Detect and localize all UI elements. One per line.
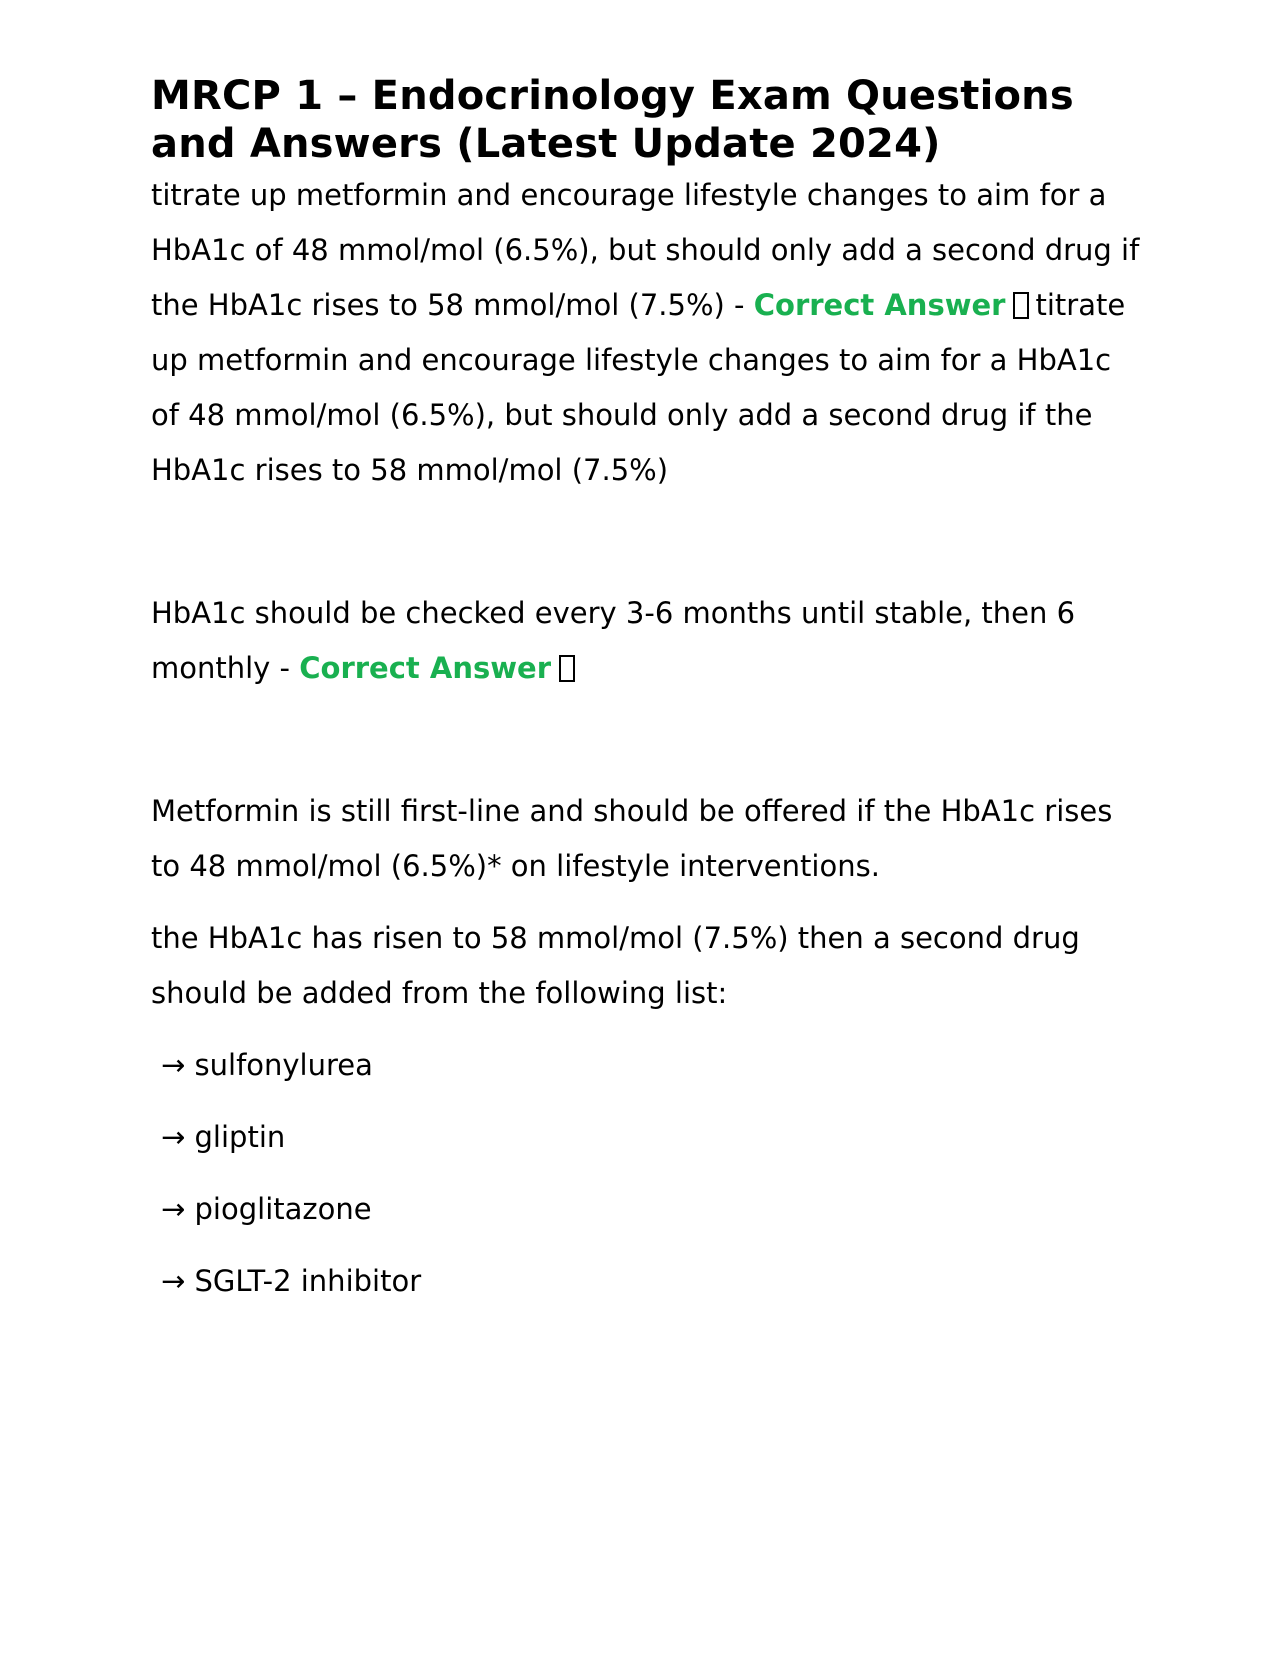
list-item: → pioglitazone (161, 1192, 372, 1226)
missing-glyph-box-icon (1013, 292, 1029, 319)
document-title: MRCP 1 – Endocrinology Exam Questions and Answers (Latest Update 2024) (151, 73, 1074, 167)
question-1-answer: titrate up metformin and encourage lifestyle changes to aim for a HbA1c of 48 mmol/mol (6.5%), but should only add a second drug if the HbA1c rises to 58 mmol/mol (7.5%) (151, 288, 1126, 487)
missing-glyph-box-icon (559, 655, 575, 682)
note-2-paragraph: the HbA1c has risen to 58 mmol/mol (7.5%) then a second drug should be added from the following list: (151, 921, 1080, 1010)
spacer (151, 696, 1141, 784)
question-1-text: titrate up metformin and encourage lifestyle changes to aim for a HbA1c of 48 mmol/mol (6.5%), but should only add a second drug if the HbA1c rises to 58 mmol/mol (7.5%) - (151, 178, 1140, 322)
question-1-block (151, 168, 1141, 498)
document-page (151, 72, 1141, 1326)
spacer (151, 894, 1141, 911)
correct-answer-label: Correct Answer (299, 651, 551, 685)
list-item: → SGLT-2 inhibitor (161, 1264, 422, 1298)
spacer (151, 498, 1141, 586)
list-item: → sulfonylurea (161, 1048, 373, 1082)
note-1-paragraph: Metformin is still first-line and should be offered if the HbA1c rises to 48 mmol/mol (6.5%)* on lifestyle interventions. (151, 794, 1113, 883)
question-2-block (151, 586, 1141, 696)
drug-list (151, 1038, 1141, 1309)
correct-answer-label: Correct Answer (753, 288, 1006, 322)
question-2-text: HbA1c should be checked every 3-6 months until stable, then 6 monthly - (151, 596, 1076, 685)
spacer (151, 1021, 1141, 1038)
list-item: → gliptin (161, 1120, 286, 1154)
